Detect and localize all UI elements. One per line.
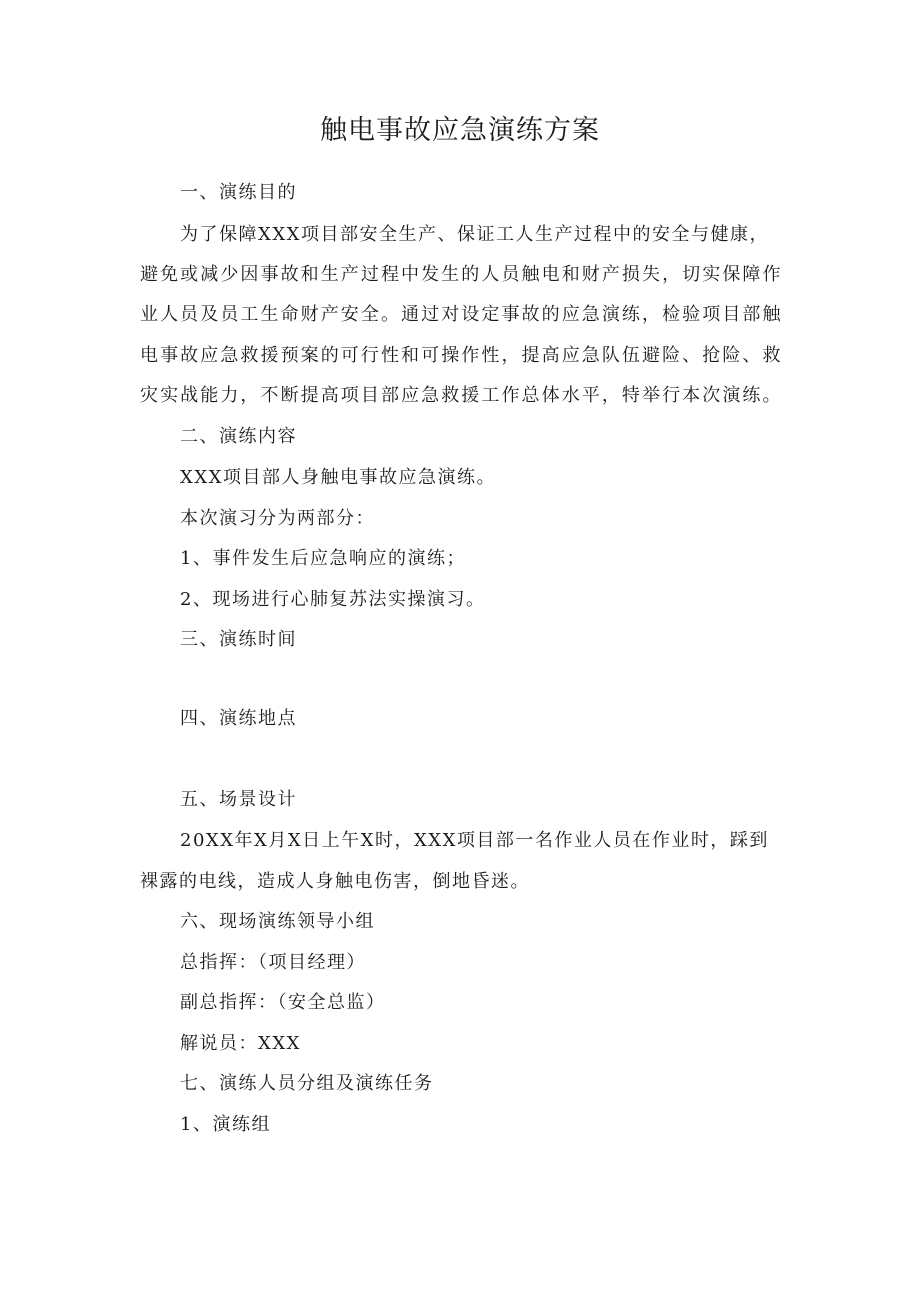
section-heading: 六、现场演练领导小组: [180, 911, 375, 932]
document-title: 触电事故应急演练方案: [320, 115, 600, 146]
body-line: XXX项目部人身触电事故应急演练。: [180, 467, 496, 488]
body-line: 本次演习分为两部分：: [180, 508, 375, 529]
paragraph-line: 避免或减少因事故和生产过程中发生的人员触电和财产损失，切实保障作: [140, 264, 782, 285]
list-item: 2、现场进行心肺复苏法实操演习。: [180, 589, 486, 610]
paragraph-line: 裸露的电线，造成人身触电伤害，倒地昏迷。: [140, 871, 530, 892]
paragraph-line: 灾实战能力，不断提高项目部应急救援工作总体水平，特举行本次演练。: [140, 385, 782, 406]
body-line: 总指挥：（项目经理）: [180, 952, 366, 973]
list-item: 1、事件发生后应急响应的演练；: [180, 548, 466, 569]
paragraph-line: 为了保障XXX项目部安全生产、保证工人生产过程中的安全与健康，: [180, 224, 769, 245]
paragraph-line: 电事故应急救援预案的可行性和可操作性，提高应急队伍避险、抢险、救: [140, 345, 782, 366]
body-line: 副总指挥：（安全总监）: [180, 992, 386, 1013]
section-heading: 三、演练时间: [180, 629, 297, 650]
paragraph-line: 20XX年X月X日上午X时，XXX项目部一名作业人员在作业时，踩到: [180, 830, 769, 851]
section-heading: 四、演练地点: [180, 708, 297, 729]
section-heading: 一、演练目的: [180, 182, 297, 203]
body-line: 解说员：XXX: [180, 1033, 301, 1054]
section-heading: 七、演练人员分组及演练任务: [180, 1073, 434, 1094]
list-item: 1、演练组: [180, 1114, 271, 1135]
section-heading: 二、演练内容: [180, 426, 297, 447]
paragraph-line: 业人员及员工生命财产安全。通过对设定事故的应急演练，检验项目部触: [140, 304, 782, 325]
section-heading: 五、场景设计: [180, 789, 297, 810]
